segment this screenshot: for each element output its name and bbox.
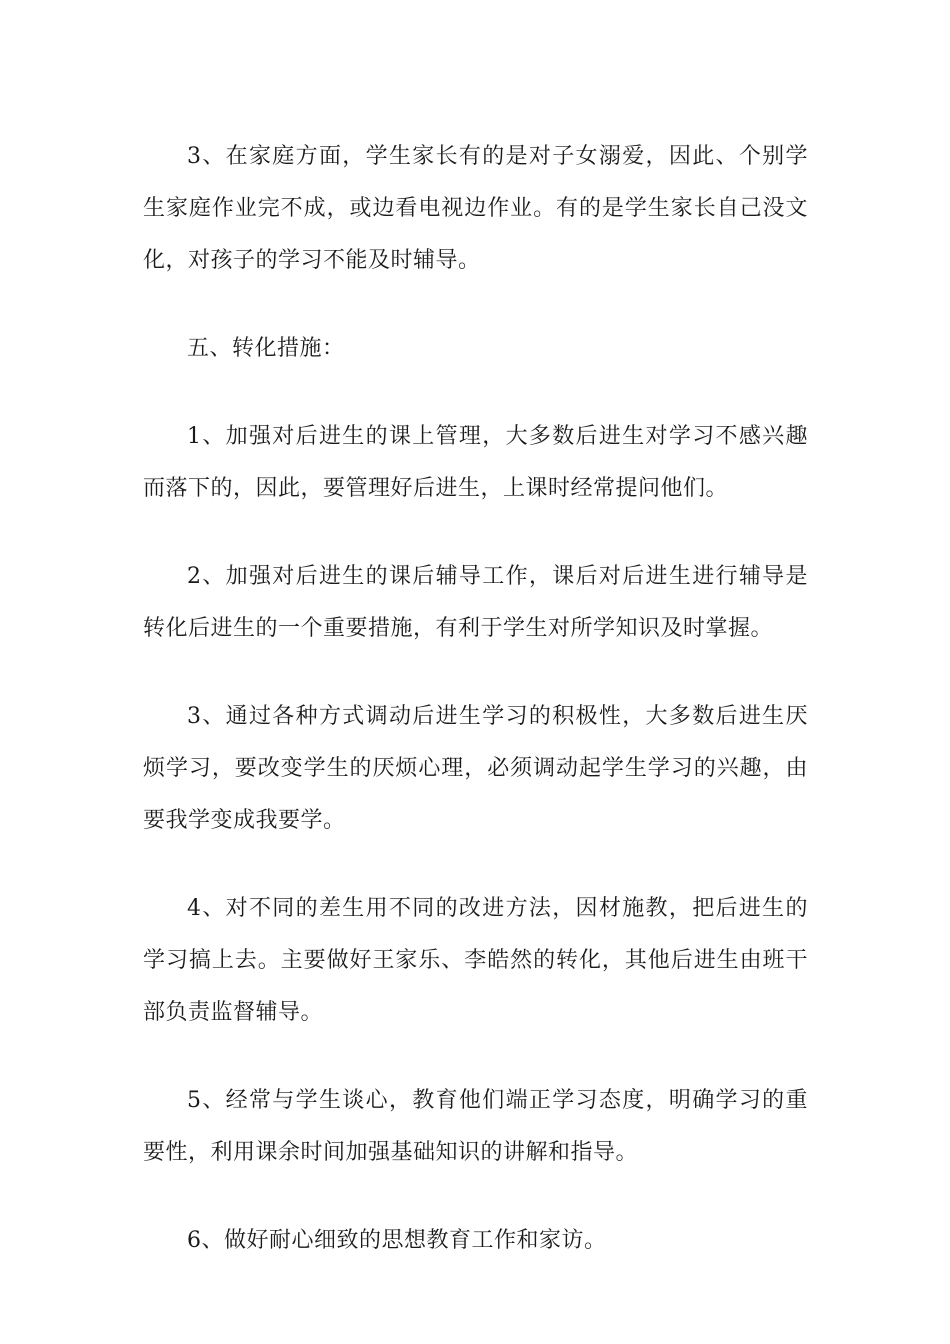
paragraph-measure-3: 3、通过各种方式调动后进生学习的积极性，大多数后进生厌烦学习，要改变学生的厌烦心理，必须调动起学生学习的兴趣，由要我学变成我要学。 [143, 704, 808, 833]
document-body [143, 131, 808, 1303]
paragraph-measure-4: 4、对不同的差生用不同的改进方法，因材施教，把后进生的学习搞上去。主要做好王家乐、李皓然的转化，其他后进生由班干部负责监督辅导。 [143, 896, 808, 1025]
paragraph-measure-1: 1、加强对后进生的课上管理，大多数后进生对学习不感兴趣而落下的，因此，要管理好后进生，上课时经常提问他们。 [143, 424, 808, 501]
paragraph-family-issues: 3、在家庭方面，学生家长有的是对子女溺爱，因此、个别学生家庭作业完不成，或边看电视边作业。有的是学生家长自己没文化，对孩子的学习不能及时辅导。 [143, 144, 808, 273]
paragraph-measure-2: 2、加强对后进生的课后辅导工作，课后对后进生进行辅导是转化后进生的一个重要措施，有利于学生对所学知识及时掌握。 [143, 564, 808, 641]
paragraph-measure-5: 5、经常与学生谈心，教育他们端正学习态度，明确学习的重要性，利用课余时间加强基础知识的讲解和指导。 [143, 1088, 808, 1165]
paragraph-measure-6: 6、做好耐心细致的思想教育工作和家访。 [187, 1228, 607, 1253]
section-heading-measures: 五、转化措施： [187, 336, 345, 361]
